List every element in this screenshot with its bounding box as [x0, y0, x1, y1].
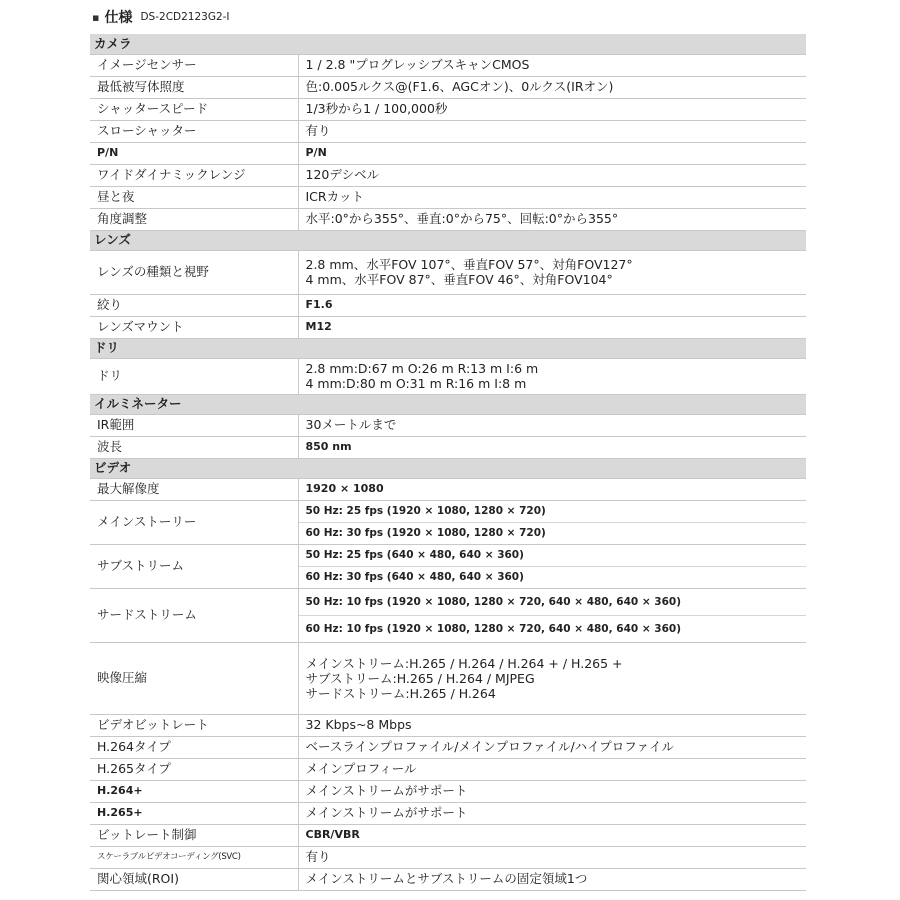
section-title: レンズ [90, 230, 806, 250]
spec-row [90, 824, 806, 846]
spec-label: イメージセンサー [90, 54, 298, 76]
spec-table [90, 34, 806, 891]
section-header [90, 230, 806, 250]
spec-row [90, 76, 806, 98]
spec-value-line: サブストリーム:H.265 / H.264 / MJPEG [305, 670, 535, 686]
spec-row [90, 780, 806, 802]
spec-row [90, 208, 806, 230]
spec-label: スケーラブルビデオコーディング(SVC) [90, 846, 298, 868]
section-header [90, 34, 806, 54]
spec-row [90, 544, 806, 588]
section-header [90, 394, 806, 414]
spec-row [90, 436, 806, 458]
spec-row [90, 714, 806, 736]
spec-label: ワイドダイナミックレンジ [90, 164, 298, 186]
spec-value: 32 Kbps~8 Mbps [298, 714, 806, 736]
spec-row [90, 478, 806, 500]
spec-value-line: 50 Hz: 25 fps (1920 × 1080, 1280 × 720) [299, 501, 807, 523]
spec-value: F1.6 [298, 294, 806, 316]
section-title: ドリ [90, 338, 806, 358]
spec-label: 波長 [90, 436, 298, 458]
spec-row [90, 120, 806, 142]
spec-label: H.264+ [90, 780, 298, 802]
spec-row [90, 316, 806, 338]
spec-value: 120デシベル [298, 164, 806, 186]
spec-value: 1920 × 1080 [298, 478, 806, 500]
spec-value: メインプロフィール [298, 758, 806, 780]
spec-row [90, 868, 806, 890]
spec-row [90, 186, 806, 208]
spec-row [90, 98, 806, 120]
spec-row [90, 164, 806, 186]
spec-row [90, 736, 806, 758]
spec-value [298, 500, 806, 544]
spec-label: 関心領域(ROI) [90, 868, 298, 890]
spec-value-line: メインストリーム:H.265 / H.264 / H.264 + / H.265 + [305, 655, 623, 671]
spec-value-line: 4 mm、水平FOV 87°、垂直FOV 46°、対角FOV104° [305, 272, 613, 287]
section-header [90, 338, 806, 358]
spec-value: 有り [298, 120, 806, 142]
spec-label: 昼と夜 [90, 186, 298, 208]
spec-label: 映像圧縮 [90, 642, 298, 714]
spec-label: 角度調整 [90, 208, 298, 230]
spec-header [92, 6, 230, 28]
spec-value: ベースラインプロファイル/メインプロファイル/ハイプロファイル [298, 736, 806, 758]
spec-value: 1/3秒から1 / 100,000秒 [298, 98, 806, 120]
spec-row [90, 758, 806, 780]
spec-row [90, 588, 806, 642]
spec-value: P/N [298, 142, 806, 164]
spec-row [90, 294, 806, 316]
spec-value [298, 544, 806, 588]
spec-row [90, 642, 806, 714]
bullet-icon: ▪ [92, 10, 100, 24]
spec-row [90, 142, 806, 164]
model-number: DS-2CD2123G2-I [140, 11, 230, 23]
spec-label: サブストリーム [90, 544, 298, 588]
spec-row [90, 358, 806, 394]
spec-value [298, 250, 806, 294]
spec-row [90, 414, 806, 436]
spec-value: CBR/VBR [298, 824, 806, 846]
spec-label: 最低被写体照度 [90, 76, 298, 98]
spec-value-line: 50 Hz: 10 fps (1920 × 1080, 1280 × 720, 640 × 480, 640 × 360) [299, 589, 807, 616]
spec-value: 1 / 2.8 "プログレッシブスキャンCMOS [298, 54, 806, 76]
spec-value-line: 60 Hz: 10 fps (1920 × 1080, 1280 × 720, 640 × 480, 640 × 360) [305, 622, 682, 635]
spec-value [298, 642, 806, 714]
spec-label: H.265+ [90, 802, 298, 824]
spec-label: サードストリーム [90, 588, 298, 642]
spec-value: メインストリームがサポート [298, 780, 806, 802]
spec-label: ビットレート制御 [90, 824, 298, 846]
spec-row [90, 250, 806, 294]
spec-value [298, 588, 806, 642]
spec-row [90, 802, 806, 824]
spec-value-line: サードストリーム:H.265 / H.264 [305, 685, 496, 701]
spec-title: 仕様 [104, 10, 133, 26]
section-title: ビデオ [90, 458, 806, 478]
spec-value-line: 60 Hz: 30 fps (1920 × 1080, 1280 × 720) [305, 526, 546, 539]
section-header [90, 458, 806, 478]
spec-label: H.264タイプ [90, 736, 298, 758]
spec-value-line: 50 Hz: 25 fps (640 × 480, 640 × 360) [299, 545, 807, 567]
spec-label: ビデオビットレート [90, 714, 298, 736]
spec-value: メインストリームとサブストリームの固定領域1つ [298, 868, 806, 890]
section-title: イルミネーター [90, 394, 806, 414]
spec-label: メインストーリー [90, 500, 298, 544]
spec-value: M12 [298, 316, 806, 338]
spec-label: P/N [90, 142, 298, 164]
spec-label: スローシャッター [90, 120, 298, 142]
spec-label: H.265タイプ [90, 758, 298, 780]
spec-value: 30メートルまで [298, 414, 806, 436]
spec-row [90, 54, 806, 76]
spec-value-line: 2.8 mm、水平FOV 107°、垂直FOV 57°、対角FOV127° [305, 257, 633, 272]
spec-value-line: 4 mm:D:80 m O:31 m R:16 m I:8 m [305, 376, 527, 391]
spec-label: IR範囲 [90, 414, 298, 436]
spec-value-line: 2.8 mm:D:67 m O:26 m R:13 m I:6 m [305, 361, 539, 376]
spec-value: ICRカット [298, 186, 806, 208]
spec-label: 絞り [90, 294, 298, 316]
spec-value-line: 60 Hz: 30 fps (640 × 480, 640 × 360) [305, 570, 524, 583]
spec-label: ドリ [90, 358, 298, 394]
spec-label: レンズマウント [90, 316, 298, 338]
spec-value: 850 nm [298, 436, 806, 458]
spec-value: メインストリームがサポート [298, 802, 806, 824]
spec-label: シャッタースピード [90, 98, 298, 120]
spec-value: 水平:0°から355°、垂直:0°から75°、回転:0°から355° [298, 208, 806, 230]
spec-value [298, 358, 806, 394]
spec-label: レンズの種類と視野 [90, 250, 298, 294]
spec-label: 最大解像度 [90, 478, 298, 500]
section-title: カメラ [90, 34, 806, 54]
spec-value: 有り [298, 846, 806, 868]
spec-row [90, 500, 806, 544]
spec-value: 色:0.005ルクス@(F1.6、AGCオン)、0ルクス(IRオン) [298, 76, 806, 98]
spec-row [90, 846, 806, 868]
